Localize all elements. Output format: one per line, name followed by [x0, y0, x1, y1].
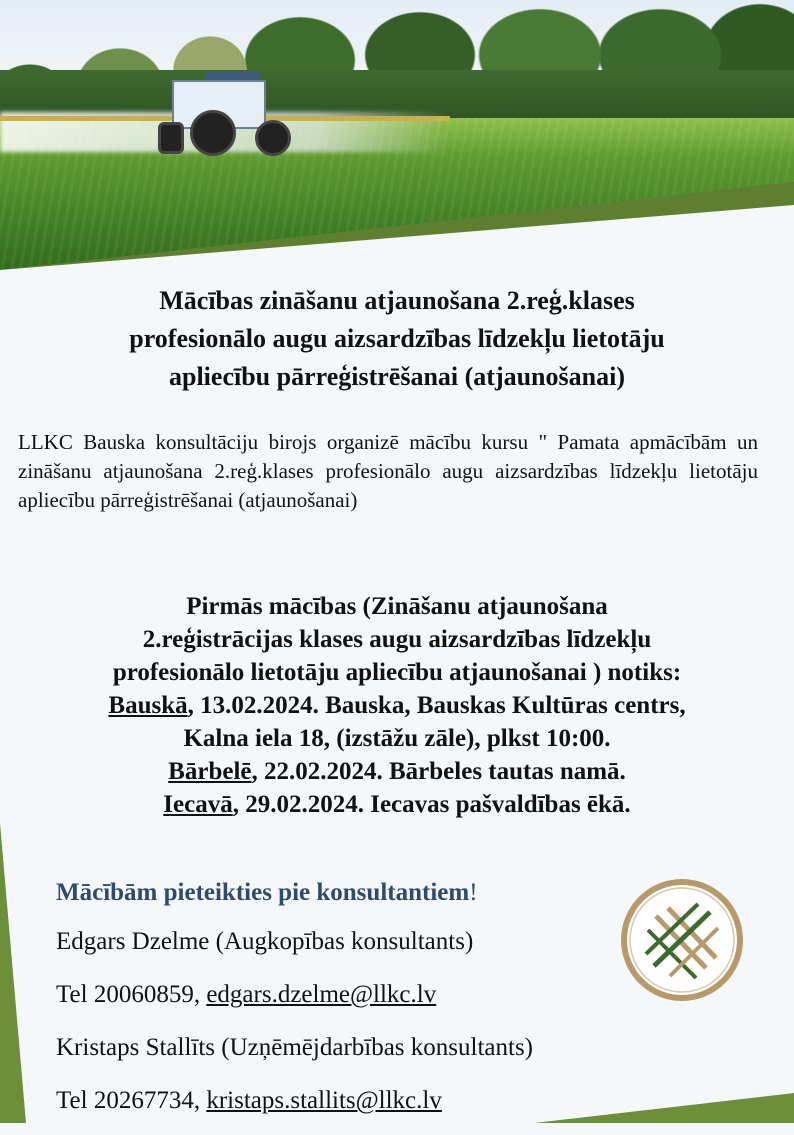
contact-email-link[interactable]: edgars.dzelme@llkc.lv — [206, 981, 437, 1008]
events-heading-line: 2.reģistrācijas klases augu aizsardzības līdzekļu — [142, 626, 652, 653]
contact-name: Edgars Dzelme (Augkopības konsultants) — [56, 928, 474, 955]
event-details: , 22.02.2024. Bārbeles tautas namā. — [251, 758, 626, 785]
contact-email-link[interactable]: kristaps.stallits@llkc.lv — [206, 1087, 442, 1114]
event-item — [14, 689, 780, 722]
llkc-logo-icon — [618, 876, 746, 1004]
contacts-heading-text: Mācībām pieteikties pie konsultantiem — [56, 879, 470, 906]
title-line: apliecību pārreģistrēšanai (atjaunošanai) — [169, 362, 625, 391]
intro-paragraph: LLKC Bauska konsultāciju birojs organizē mācību kursu " Pamata apmācībām un zināšanu atjaunošana 2.reģ.klases profesionālo augu aizsardzības līdzekļu lietotāju apliecību pārreģistrēšanai (atjaunošanai) — [18, 430, 758, 512]
contact-phone: Tel 20267734, — [56, 1087, 207, 1114]
contact-phone: Tel 20060859, — [56, 981, 207, 1008]
corner-decoration-left — [0, 823, 26, 1123]
event-place: Iecavā — [163, 791, 233, 818]
event-place: Bārbelē — [168, 758, 252, 785]
event-details: , 29.02.2024. Iecavas pašvaldības ēkā. — [232, 791, 631, 818]
event-details: , 13.02.2024. Bauska, Bauskas Kultūras centrs, — [187, 692, 686, 719]
title-line: profesionālo augu aizsardzības līdzekļu lietotāju — [129, 324, 665, 353]
events-heading-line: profesionālo lietotāju apliecību atjaunošanai ) notiks: — [112, 659, 682, 686]
contacts-heading-mark: ! — [469, 879, 478, 906]
event-item-continued: Kalna iela 18, (izstāžu zāle), plkst 10:00. — [183, 725, 611, 752]
contact-phone-line — [56, 1082, 716, 1120]
page-title — [30, 282, 764, 396]
event-item — [14, 755, 780, 788]
events-heading-line: Pirmās mācības (Zināšanu atjaunošana — [186, 593, 608, 620]
events-block — [14, 590, 780, 821]
title-line: Mācības zināšanu atjaunošana 2.reģ.klases — [159, 286, 635, 315]
contacts-block — [56, 874, 716, 1135]
contacts-heading — [56, 874, 716, 910]
event-place: Bauskā — [108, 692, 188, 719]
contact-phone-line — [56, 976, 716, 1014]
sheet-edge — [0, 0, 794, 270]
hero-photo — [0, 0, 794, 270]
contact-name: Kristaps Stallīts (Uzņēmējdarbības konsultants) — [56, 1034, 534, 1061]
event-item — [14, 788, 780, 821]
